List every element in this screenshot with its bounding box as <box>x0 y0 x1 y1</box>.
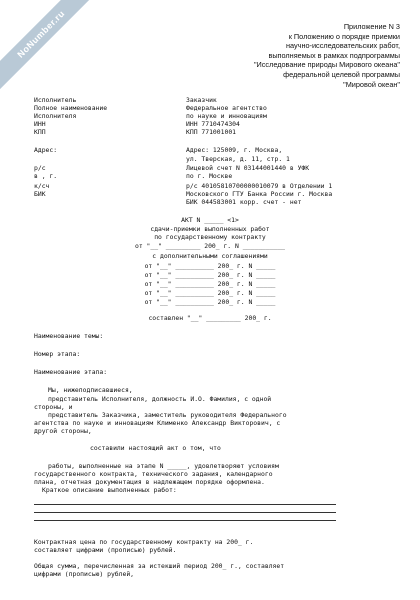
executor-line: Исполнитель <box>34 96 77 104</box>
description-blank-line <box>34 504 336 505</box>
composed-date-line: составлен "__" _________ 200_ г. <box>148 314 272 322</box>
executor-line: Исполнителя <box>34 112 77 120</box>
executor-line: ИНН <box>34 120 46 128</box>
executor-line: Полное наименование <box>34 104 108 112</box>
description-blank-line <box>34 512 336 513</box>
customer-line: ул. Тверская, д. 11, стр. 1 <box>186 155 290 163</box>
executor-line: в , г. <box>34 172 58 180</box>
executor-line: Адрес: <box>34 146 58 154</box>
customer-line: КПП 771001001 <box>186 128 237 136</box>
appendix-line: Приложение N 3 <box>343 22 400 31</box>
body-line: представитель Заказчика, заместитель руководителя Федерального <box>48 411 287 419</box>
stage-name-label: Наименование этапа: <box>34 368 108 376</box>
body-line: Краткое описание выполненных работ: <box>42 486 177 494</box>
customer-line: р/с 40105810700000010079 в Отделении 1 <box>186 182 333 190</box>
act-title: АКТ N _____ <1> <box>181 216 239 224</box>
customer-line: Лицевой счет N 03144001440 в УФК <box>186 164 310 172</box>
watermark-ribbon <box>0 0 101 94</box>
additional-agreements-label: с дополнительными соглашениями <box>152 252 268 260</box>
act-subtitle: по государственному контракту <box>154 233 266 241</box>
appendix-line: федеральной целевой программы <box>283 69 400 79</box>
body-line: агентства по науке и инновациям Клименко Александр Викторович, с <box>34 419 281 427</box>
body-line: государственного контракта, технического задания, календарного <box>34 470 273 478</box>
body-line: Общая сумма, перечисленная за истекший период 200_ г., составляет <box>34 562 285 570</box>
customer-line: по науке и инновациям <box>186 112 267 120</box>
agreement-line: от "__" __________ 200_ г. N _____ <box>144 289 276 297</box>
stage-number-label: Номер этапа: <box>34 350 81 358</box>
executor-line: БИК <box>34 190 46 198</box>
agreement-line: от "__" __________ 200_ г. N _____ <box>144 280 276 288</box>
appendix-line: выполняемых в рамках подпрограммы <box>268 50 400 60</box>
appendix-line: "Мировой океан" <box>343 79 400 89</box>
body-line: составляет цифрами (прописью) рублей. <box>34 546 177 554</box>
contract-date-line: от "__" _________ 200_ г. N ___________ <box>134 242 286 250</box>
customer-line: ИНН 7710474304 <box>186 120 240 128</box>
body-line: плана, отчетная документация в надлежащем порядке оформлена. <box>34 478 265 486</box>
topic-field-label: Наименование темы: <box>34 332 104 340</box>
body-line: другой стороны, <box>34 427 92 435</box>
appendix-line: научно-исследовательских работ, <box>286 41 400 51</box>
body-line: Мы, нижеподписавшиеся, <box>48 386 133 394</box>
customer-line: по г. Москве <box>186 172 233 180</box>
customer-line: Адрес: 125009, г. Москва, <box>186 146 283 154</box>
executor-line: к/сч <box>34 182 50 190</box>
agreement-line: от "__" __________ 200_ г. N _____ <box>144 262 276 270</box>
appendix-line: к Положению о порядке приемки <box>288 31 400 41</box>
customer-line: БИК 044583001 корр. счет - нет <box>186 198 302 206</box>
body-line: работы, выполненные на этапе N _____, удовлетворяют условиям <box>48 462 279 470</box>
agreement-line: от "__" __________ 200_ г. N _____ <box>144 298 276 306</box>
description-blank-line <box>34 520 336 521</box>
appendix-line: "Исследование природы Мирового океана" <box>253 60 400 70</box>
body-line: составили настоящий акт о том, что <box>90 444 221 452</box>
customer-line: Московского ГТУ Банка России г. Москва <box>186 190 333 198</box>
executor-line: р/с <box>34 164 46 172</box>
body-line: представитель Исполнителя, должность И.О. Фамилия, с одной <box>48 395 272 403</box>
watermark-text: NoNumber.ru <box>15 8 67 60</box>
executor-line: КПП <box>34 128 46 136</box>
body-line: Контрактная цена по государственному контракту на 200_ г. <box>34 538 254 546</box>
body-line: стороны, и <box>34 403 73 411</box>
act-subtitle: сдачи-приемки выполненных работ <box>150 225 270 233</box>
customer-line: Федеральное агентство <box>186 104 267 112</box>
body-line: цифрами (прописью) рублей, <box>34 570 135 578</box>
appendix-header <box>170 22 400 89</box>
customer-line: Заказчик <box>186 96 217 104</box>
agreement-line: от "__" __________ 200_ г. N _____ <box>144 271 276 279</box>
